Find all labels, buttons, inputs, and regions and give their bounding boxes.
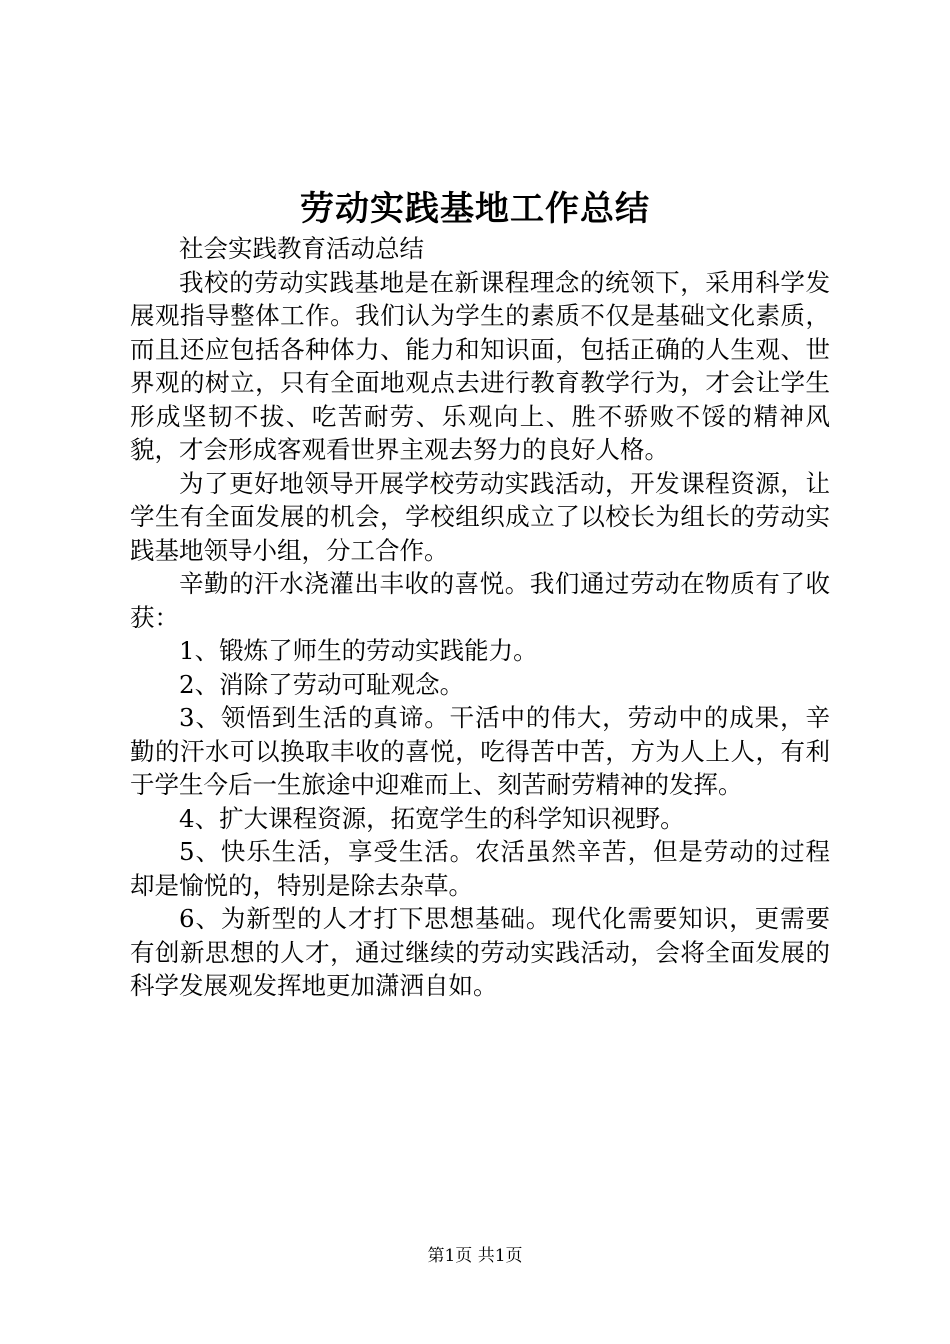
paragraph: 我校的劳动实践基地是在新课程理念的统领下，采用科学发展观指导整体工作。我们认为学生的素质不仅是基础文化素质，而且还应包括各种体力、能力和知识面，包括正确的人生观、世界观的树立，只有全面地观点去进行教育教学行为，才会让学生形成坚韧不拔、吃苦耐劳、乐观向上、胜不骄败不馁的精神风貌，才会形成客观看世界主观去努力的良好人格。 <box>130 267 830 464</box>
document-title: 劳动实践基地工作总结 <box>300 189 650 229</box>
paragraph: 辛勤的汗水浇灌出丰收的喜悦。我们通过劳动在物质有了收获： <box>130 569 830 632</box>
list-item: 1、锻炼了师生的劳动实践能力。 <box>179 636 538 665</box>
list-item: 5、快乐生活，享受生活。农活虽然辛苦，但是劳动的过程却是愉悦的，特别是除去杂草。 <box>130 837 830 900</box>
paragraph: 社会实践教育活动总结 <box>179 234 424 263</box>
list-item: 3、领悟到生活的真谛。干活中的伟大，劳动中的成果，辛勤的汗水可以换取丰收的喜悦，吃得苦中苦，方为人上人，有利于学生今后一生旅途中迎难而上、刻苦耐劳精神的发挥。 <box>130 703 830 799</box>
list-item: 4、扩大课程资源，拓宽学生的科学知识视野。 <box>179 803 685 833</box>
paragraph: 为了更好地领导开展学校劳动实践活动，开发课程资源，让学生有全面发展的机会，学校组织成立了以校长为组长的劳动实践基地领导小组，分工合作。 <box>130 468 830 565</box>
document-body <box>130 232 830 1003</box>
page-footer: 第1页 共1页 <box>427 1246 523 1266</box>
list-item: 6、为新型的人才打下思想基础。现代化需要知识，更需要有创新思想的人才，通过继续的劳动实践活动，会将全面发展的科学发展观发挥地更加潇洒自如。 <box>130 904 830 1000</box>
list-item: 2、消除了劳动可耻观念。 <box>179 669 465 699</box>
